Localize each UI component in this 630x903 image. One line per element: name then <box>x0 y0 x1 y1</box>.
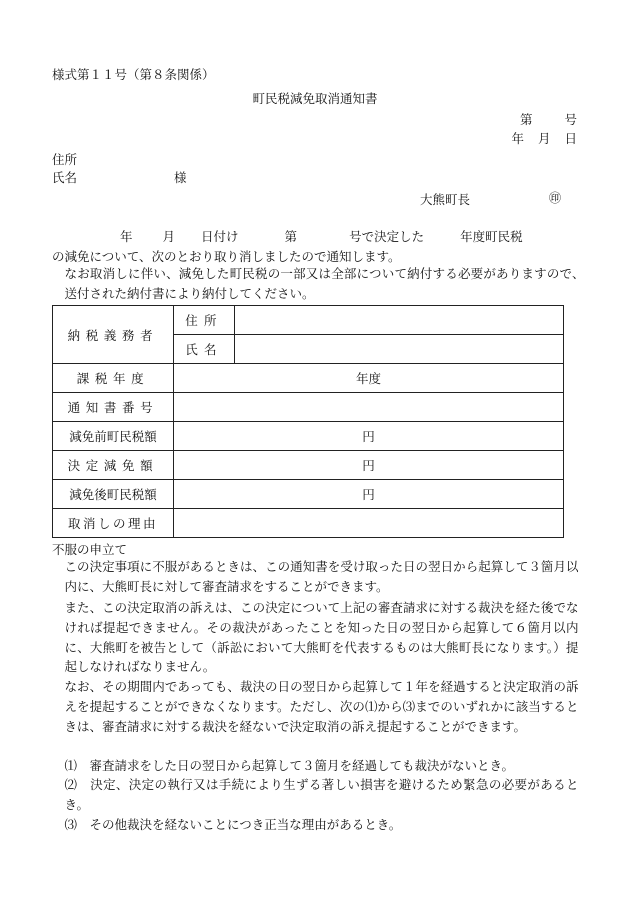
form-number: 様式第１１号（第８条関係） <box>52 67 215 82</box>
p1-rest: の減免について、次のとおり取り消しましたので通知します。 <box>52 248 401 264</box>
objection-item-1: ⑴ 審査請求をした日の翌日から起算して３箇月を経過しても裁決がないとき。 <box>64 758 515 773</box>
p1-day: 日付け <box>201 229 239 244</box>
page-title: 町民税減免取消通知書 <box>252 91 378 106</box>
after-amount-label: 減免後町民税額 <box>53 480 174 509</box>
recipient-address-label: 住所 <box>52 152 78 167</box>
date-day: 日 <box>564 131 577 146</box>
objection-paragraph-1: この決定事項に不服があるときは、この通知書を受け取った日の翌日から起算して３箇月以内に、大熊町長に対して審査請求をすることができます。 <box>64 559 579 594</box>
before-amount-value: 円 <box>174 422 564 451</box>
issuer-name: 大熊町長 <box>420 192 471 207</box>
objection-item-2: ⑵ 決定、決定の執行又は手続により生ずる著しい損害を避けるため緊急の必要があるとき。 <box>64 777 579 812</box>
p1-year: 年 <box>120 229 133 244</box>
tax-year-value: 年度 <box>174 364 564 393</box>
objection-paragraph-2: また、この決定取消の訴えは、この決定について上記の審査請求に対する裁決を経た後でなければ提起できません。その裁決があったことを知った日の翌日から起算して６箇月以内に、大熊町を被告として（訴訟において大熊町を代表するものは大熊町長になります。）提起しなければなりません。 <box>64 600 579 675</box>
date-year: 年 <box>511 131 524 146</box>
p1-dai: 第 <box>284 229 298 244</box>
info-table <box>52 305 564 538</box>
before-amount-label: 減免前町民税額 <box>53 422 174 451</box>
reason-label: 取消しの理由 <box>53 509 174 538</box>
p1-tax: 年度町民税 <box>460 229 523 244</box>
taxpayer-address-value <box>235 306 564 335</box>
seal-mark: ㊞ <box>549 191 562 205</box>
decided-amount-value: 円 <box>174 451 564 480</box>
notice-paragraph-1 <box>52 227 572 266</box>
notice-number-value <box>174 393 564 422</box>
recipient-name-label: 氏名 <box>52 170 78 185</box>
document-number <box>520 110 577 128</box>
notice-paragraph-2: なお取消しに伴い、減免した町民税の一部又は全部について納付する必要がありますので、送付された納付書により納付してください。 <box>64 266 585 301</box>
taxpayer-address-label: 住所 <box>174 306 235 335</box>
reason-value <box>174 509 564 538</box>
objection-item-3: ⑶ その他裁決を経ないことにつき正当な理由があるとき。 <box>64 817 402 832</box>
number-suffix: 号 <box>564 112 577 127</box>
tax-year-label: 課税年度 <box>53 364 174 393</box>
number-prefix: 第 <box>519 112 533 127</box>
p1-gou: 号で決定した <box>349 229 425 244</box>
after-amount-value: 円 <box>174 480 564 509</box>
notice-number-label: 通知書番号 <box>53 393 174 422</box>
p1-month: 月 <box>162 229 176 244</box>
decided-amount-label: 決定減免額 <box>53 451 174 480</box>
objection-title: 不服の申立て <box>52 542 128 557</box>
issue-date <box>511 129 577 147</box>
recipient-honorific: 様 <box>174 170 187 185</box>
taxpayer-name-label: 氏名 <box>174 335 235 364</box>
taxpayer-name-value <box>235 335 564 364</box>
objection-paragraph-3: なお、その期間内であっても、裁決の日の翌日から起算して１年を経過すると決定取消の訴えを提起することができなくなります。ただし、次の⑴から⑶までのいずれかに該当するときは、審査請求に対する裁決を経ないで決定取消の訴え提起することができます。 <box>64 679 579 734</box>
date-month: 月 <box>537 131 551 146</box>
taxpayer-label: 納税義務者 <box>53 306 174 364</box>
